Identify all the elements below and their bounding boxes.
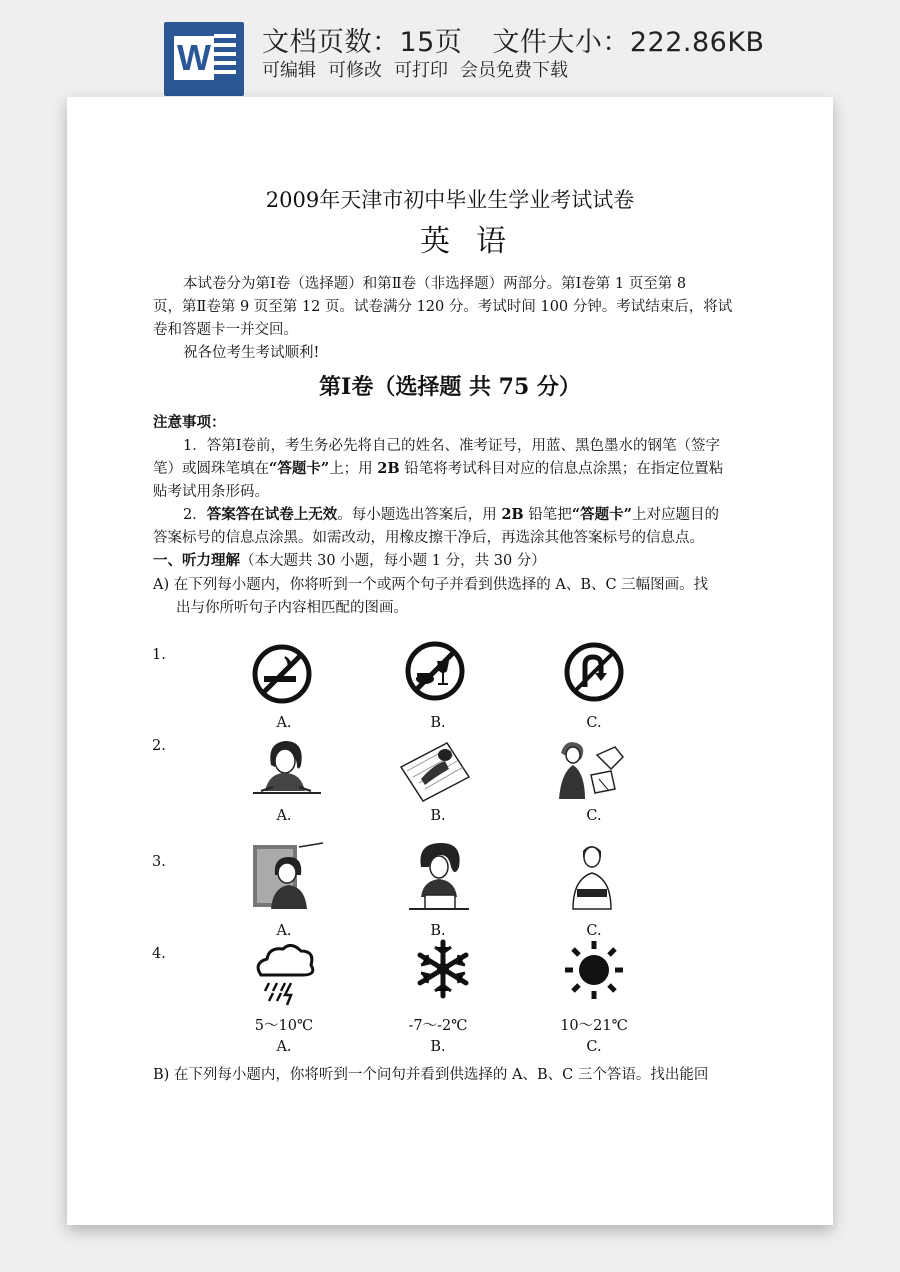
option-label: C. [586,1039,602,1055]
partA-instruction-1: A) 在下列每小题内，你将听到一个或两个句子并看到供选择的 A、B、C 三幅图画。找 [153,577,709,593]
question-number: 2. [152,738,166,754]
man-arms-crossed-picture [567,839,617,911]
note1-line-1: 1．答第Ⅰ卷前，考生务必先将自己的姓名、准考证号，用蓝、黑色墨水的钢笔（签字 [183,438,720,454]
download-banner [0,0,900,96]
file-size: 文件大小：222.86KB [492,27,765,58]
person-lying-on-bed-picture [397,737,471,803]
exam-title: 2009年天津市初中毕业生学业考试试卷 [265,188,635,212]
notes-heading: 注意事项： [153,414,226,431]
feature-free-download: 会员免费下载 [460,60,568,81]
option-label: A. [276,715,292,731]
document-page [67,97,833,1225]
girl-at-window-picture [249,841,327,911]
feature-modifiable: 可修改 [328,60,382,81]
girl-at-desk-picture [247,735,325,801]
option-label: B. [430,1039,446,1055]
wish-line: 祝各位考生考试顺利! [183,345,320,361]
feature-printable: 可打印 [394,60,448,81]
temperature-label: 5～10℃ [254,1018,314,1034]
option-label: C. [586,808,602,824]
no-smoking-sign-icon [251,643,313,705]
option-label: A. [276,1039,292,1055]
section-title: 第Ⅰ卷（选择题 共 75 分） [319,374,581,400]
feature-editable: 可编辑 [262,60,316,81]
note2-line-1: 2．答案答在试卷上无效。每小题选出答案后，用 2B 铅笔把“答题卡”上对应题目的 [183,506,719,523]
option-label: B. [430,923,446,939]
option-label: B. [430,808,446,824]
feature-list [262,56,580,82]
no-food-drink-sign-icon [403,639,467,703]
file-info [262,20,765,59]
rain-cloud-icon [251,943,317,1007]
subject-title: 英语 [420,224,532,259]
intro-line-1: 本试卷分为第Ⅰ卷（选择题）和第Ⅱ卷（非选择题）两部分。第Ⅰ卷第 1 页至第 8 [183,276,687,292]
option-label: B. [430,715,446,731]
note1-line-2: 笔）或圆珠笔填在“答题卡”上；用 2B 铅笔将考试科目对应的信息点涂黑；在指定位置粘 [153,460,724,477]
intro-line-3: 卷和答题卡一并交回。 [153,322,298,338]
sun-icon [563,939,625,1001]
temperature-label: 10～21℃ [560,1018,628,1034]
woman-with-clothes-picture [547,735,629,803]
question-number: 4. [152,946,166,962]
partB-instruction: B) 在下列每小题内，你将听到一个问句并看到供选择的 A、B、C 三个答语。找出能回 [153,1067,709,1083]
girl-sad-at-table-picture [407,839,471,911]
temperature-label: -7～-2℃ [408,1018,468,1034]
part1-heading: 一、听力理解（本大题共 30 小题，每小题 1 分，共 30 分） [153,552,546,569]
note1-line-3: 贴考试用条形码。 [153,484,269,500]
word-document-icon: W [164,22,244,96]
option-label: C. [586,923,602,939]
page-count: 文档页数：15页 [262,27,463,58]
question-number: 3. [152,854,166,870]
question-number: 1. [152,647,166,663]
snowflake-icon [413,939,473,999]
partA-instruction-2: 出与你所听句子内容相匹配的图画。 [176,600,408,616]
option-label: C. [586,715,602,731]
option-label: A. [276,808,292,824]
note2-line-2: 答案标号的信息点涂黑。如需改动，用橡皮擦干净后，再选涂其他答案标号的信息点。 [153,530,704,546]
no-u-turn-sign-icon [563,641,625,703]
intro-line-2: 页，第Ⅱ卷第 9 页至第 12 页。试卷满分 120 分。考试时间 100 分钟。考试结束后，将试 [153,299,733,315]
option-label: A. [276,923,292,939]
